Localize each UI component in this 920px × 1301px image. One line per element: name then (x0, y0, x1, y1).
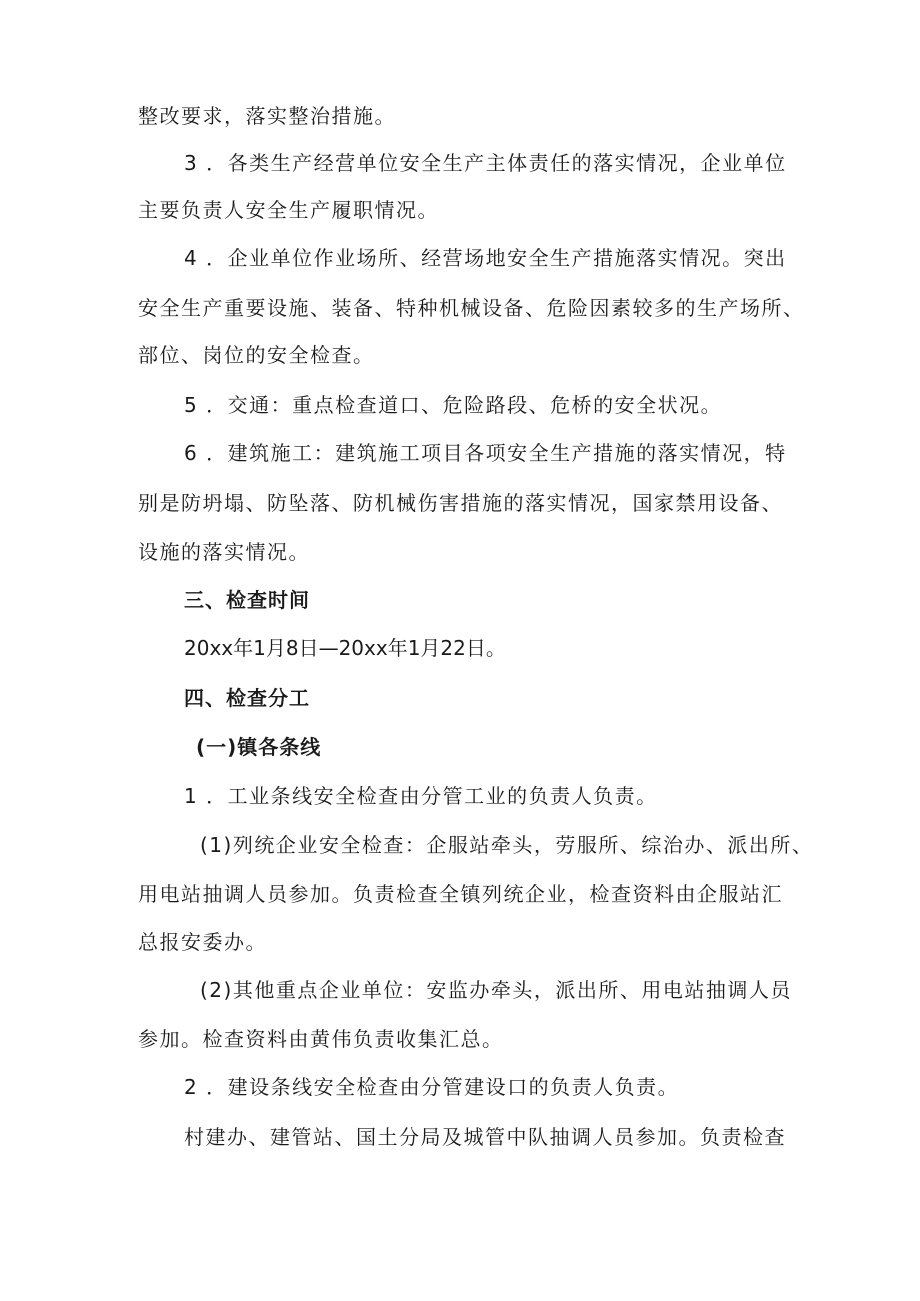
list-item: 3 ．各类生产经营单位安全生产主体责任的落实情况，企业单位 (184, 151, 787, 175)
list-item: 1 ．工业条线安全检查由分管工业的负责人负责。 (184, 784, 658, 808)
text-line: 设施的落实情况。 (138, 540, 310, 564)
text-line: 部位、岗位的安全检查。 (138, 343, 375, 367)
text-line: 安全生产重要设施、装备、特种机械设备、危险因素较多的生产场所、 (138, 296, 805, 320)
text-line: 用电站抽调人员参加。负责检查全镇列统企业，检查资料由企服站汇 (138, 882, 783, 906)
text-line: 整改要求，落实整治措施。 (138, 104, 396, 128)
list-item: (1)列统企业安全检查：企服站牵头，劳服所、综治办、派出所、 (200, 833, 814, 857)
section-heading: 三、检查时间 (184, 588, 310, 612)
list-item: 2 ．建设条线安全检查由分管建设口的负责人负责。 (184, 1075, 680, 1099)
list-item: (2)其他重点企业单位：安监办牵头，派出所、用电站抽调人员 (200, 978, 792, 1002)
text-line: 参加。检查资料由黄伟负责收集汇总。 (138, 1027, 504, 1051)
text-line: 主要负责人安全生产履职情况。 (138, 198, 439, 222)
text-line: 村建办、建管站、国土分局及城管中队抽调人员参加。负责检查 (184, 1125, 786, 1149)
list-item: 6 ．建筑施工：建筑施工项目各项安全生产措施的落实情况，特 (184, 441, 787, 465)
text-line: 别是防坍塌、防坠落、防机械伤害措施的落实情况，国家禁用设备、 (138, 491, 783, 515)
text-line: 总报安委办。 (138, 930, 267, 954)
date-range: 20xx年1月8日—20xx年1月22日。 (184, 636, 506, 660)
list-item: 4 ．企业单位作业场所、经营场地安全生产措施落实情况。突出 (184, 246, 787, 270)
section-heading: 四、检查分工 (184, 686, 310, 710)
subsection-heading: (一)镇各条线 (196, 735, 322, 759)
list-item: 5 ．交通：重点检查道口、危险路段、危桥的安全状况。 (184, 393, 723, 417)
